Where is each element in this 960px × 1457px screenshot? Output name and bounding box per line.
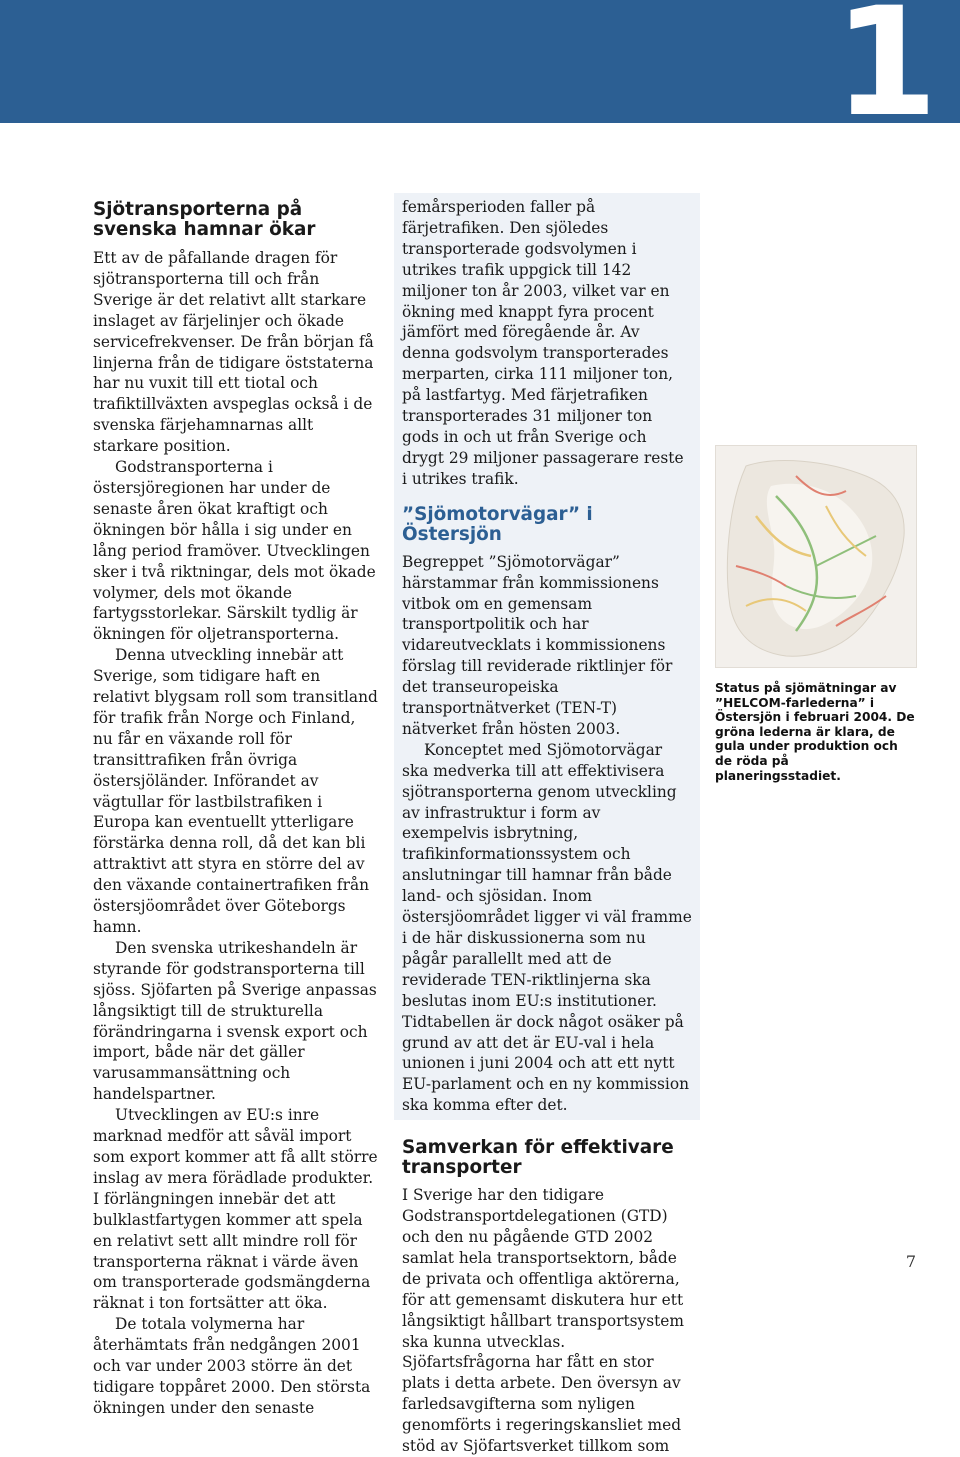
baltic-sea-map-icon bbox=[715, 445, 917, 668]
section-heading-sjomotorvagar: ”Sjömotorvägar” i Östersjön bbox=[402, 503, 593, 545]
body-paragraph: Konceptet med Sjömotorvägar ska medverka till att effektivisera sjötransporterna genom utveckling av infrastruktur i form av exempelvis isbrytning, trafikinformationssystem och anslutningar till hamnar från både land- och sjösidan. Inom östersjöområdet ligger vi väl framme i de här diskussionerna som nu pågår parallellt med att de reviderade TEN-riktlinjerna ska beslutas inom EU:s institutioner. Tidtabellen är dock något osäker på grund av att det är EU-val i hela unionen i juni 2004 och att ett nytt EU-parlament och en ny kommission ska komma efter det. bbox=[402, 740, 692, 1115]
body-paragraph: Begreppet ”Sjömotorvägar” härstammar från kommissionens vitbok om en gemensam transportpolitik och har vidareutvecklats i kommissionens förslag till reviderade riktlinjer för det transeuropeiska transportnätverket (TEN-T) nätverket från hösten 2003. bbox=[402, 552, 673, 738]
body-paragraph: Den svenska utrikeshandeln är styrande för godstransporterna till sjöss. Sjöfarten på Sverige anpassas långsiktigt till de strukturella förändringarna i svensk export och import, både när det gäller varusammansättning och handelspartner. bbox=[93, 938, 377, 1104]
body-paragraph: Utvecklingen av EU:s inre marknad medför att såväl import som export kommer att få allt större inslag av mera förädlade produkter. I förlängningen innebär det att bulklastfartygen kommer att spela en relativt sett allt mindre roll för transporterna räknat i värde även om transporterade godsmängderna räknat i ton fortsätter att öka. bbox=[93, 1106, 378, 1313]
body-paragraph: Denna utveckling innebär att Sverige, som tidigare haft en relativt blygsam roll som transitland för trafik från Norge och Finland, nu får en växande roll för transittrafiken från övriga östersjöländer. Införandet av vägtullar för lastbilstrafiken i Europa kan eventuellt ytterligare förstärka denna roll, då det kan bli attraktivt att styra en större del av den växande containertrafiken från östersjöområdet över Göteborgs hamn. bbox=[93, 646, 378, 936]
body-paragraph: Godstransporterna i östersjöregionen har under de senaste åren ökat kraftigt och ökningen bör hålla i sig under en lång period framöver. Utvecklingen sker i två riktningar, dels mot ökade volymer, dels mot ökande fartygsstorlekar. Särskilt tydlig är ökningen för oljetransporterna. bbox=[93, 458, 376, 644]
map-caption: Status på sjömätningar av ”HELCOM-farlederna” i Östersjön i februari 2004. De gröna lederna är klara, de gula under produktion och de röda på planeringsstadiet. bbox=[715, 681, 915, 783]
left-column bbox=[93, 193, 379, 1419]
body-paragraph: De totala volymerna har återhämtats från nedgången 2001 och var under 2003 större än det tidigare toppåret 2000. Den största ökningen under den senaste bbox=[93, 1315, 371, 1417]
section-heading-samverkan: Samverkan för effektivare transporter bbox=[402, 1137, 674, 1179]
chapter-number: 1 bbox=[833, 0, 930, 150]
page-number: 7 bbox=[905, 1252, 916, 1271]
body-paragraph: Ett av de påfallande dragen för sjötransporterna till och från Sverige är det relativt allt starkare inslaget av färjelinjer och ökade servicefrekvenser. De från början få linjerna från de tidigare öststaterna har nu vuxit till ett tiotal och trafiktillväxten avspeglas också i de svenska färjehamnarnas allt starkare position. bbox=[93, 249, 374, 456]
chapter-header-band bbox=[0, 0, 960, 150]
section-heading-sjotransporter: Sjötransporterna på svenska hamnar ökar bbox=[93, 199, 316, 240]
body-paragraph-continued: femårsperioden faller på färjetrafiken. Den sjöledes transporterade godsvolymen i utrikes trafik uppgick till 142 miljoner ton år 2003, vilket var en ökning med knappt fyra procent jämfört med föregående år. Av denna godsvolym transporterades merparten, cirka 111 miljoner ton, på lastfartyg. Med färjetrafiken transporterades 31 miljoner ton gods in och ut från Sverige och drygt 29 miljoner passagerare reste i utrikes trafik. bbox=[402, 198, 684, 488]
shaded-text-block bbox=[394, 193, 700, 1120]
baltic-map-graphic bbox=[716, 446, 916, 667]
middle-column bbox=[402, 193, 692, 1457]
body-paragraph: I Sverige har den tidigare Godstransportdelegationen (GTD) och den nu pågående GTD 2002 samlat hela transportsektorn, både de privata och offentliga aktörerna, för att gemensamt diskutera hur ett långsiktigt hållbart transportsystem ska kunna utvecklas. Sjöfartsfrågorna har fått en stor plats i detta arbete. Den översyn av farledsavgifterna som nyligen genomförts i regeringskansliet med stöd av Sjöfartsverket tillkom som bbox=[402, 1186, 685, 1456]
